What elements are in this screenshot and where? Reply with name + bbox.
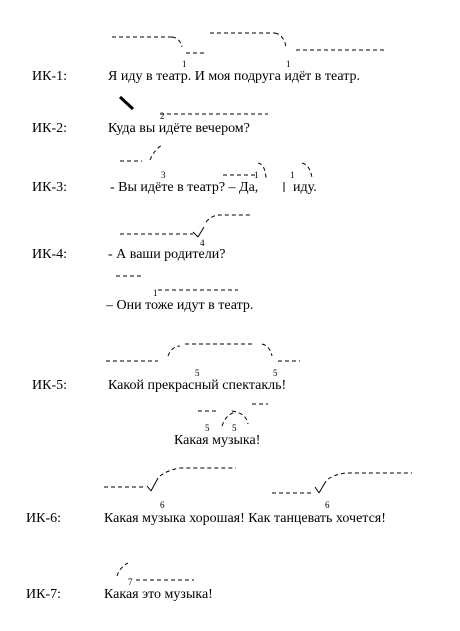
ik7-sentence: Какая это музыка! — [104, 587, 213, 602]
ik5-sentence: Какой прекрасный спектакль! — [108, 378, 287, 393]
ik2-center-number: 2 — [160, 111, 165, 121]
ik4-label: ИК-4: — [32, 247, 67, 262]
ik4-center-number: 1 — [153, 288, 158, 298]
ik2-contour — [120, 97, 268, 114]
ik3-center-number: 1 — [290, 170, 295, 180]
ik7-center-number: 7 — [128, 577, 133, 587]
ik6-center-number: 6 — [325, 500, 330, 510]
ik5-center-number: 5 — [205, 423, 210, 433]
ik2-label: ИК-2: — [32, 121, 67, 136]
ik4-answer: – Они тоже идут в театр. — [106, 298, 254, 313]
ik6-center-number: 6 — [160, 500, 165, 510]
ik4-question: - А ваши родители? — [108, 247, 226, 262]
ik2-sentence: Куда вы идёте вечером? — [108, 121, 250, 136]
ik3-label: ИК-3: — [32, 180, 67, 195]
ik5-center-number: 5 — [232, 423, 237, 433]
ik6-label: ИК-6: — [26, 511, 61, 526]
ik5-center-number: 5 — [273, 368, 278, 378]
ik5-label: ИК-5: — [32, 378, 67, 393]
ik1-center-number: 1 — [286, 59, 291, 69]
ik7-label: ИК-7: — [26, 587, 61, 602]
ik5-exclamation: Какая музыка! — [174, 433, 261, 448]
ik3-answer: иду. — [293, 180, 317, 195]
ik4-center-number: 4 — [200, 238, 205, 248]
ik1-label: ИК-1: — [32, 69, 67, 84]
ik1-center-number: 1 — [182, 59, 187, 69]
ik3-question: - Вы идёте в театр? – Да, — [110, 180, 259, 195]
ik3-center-number: 1 — [254, 170, 259, 180]
ik6-contour — [104, 468, 412, 493]
ik3-center-number: 3 — [161, 170, 166, 180]
ik6-sentence: Какая музыка хорошая! Как танцевать хочется! — [104, 511, 386, 526]
ik1-contour — [112, 33, 384, 53]
ik5-center-number: 5 — [195, 368, 200, 378]
ik1-sentence: Я иду в театр. И моя подруга идёт в театр. — [108, 69, 361, 84]
